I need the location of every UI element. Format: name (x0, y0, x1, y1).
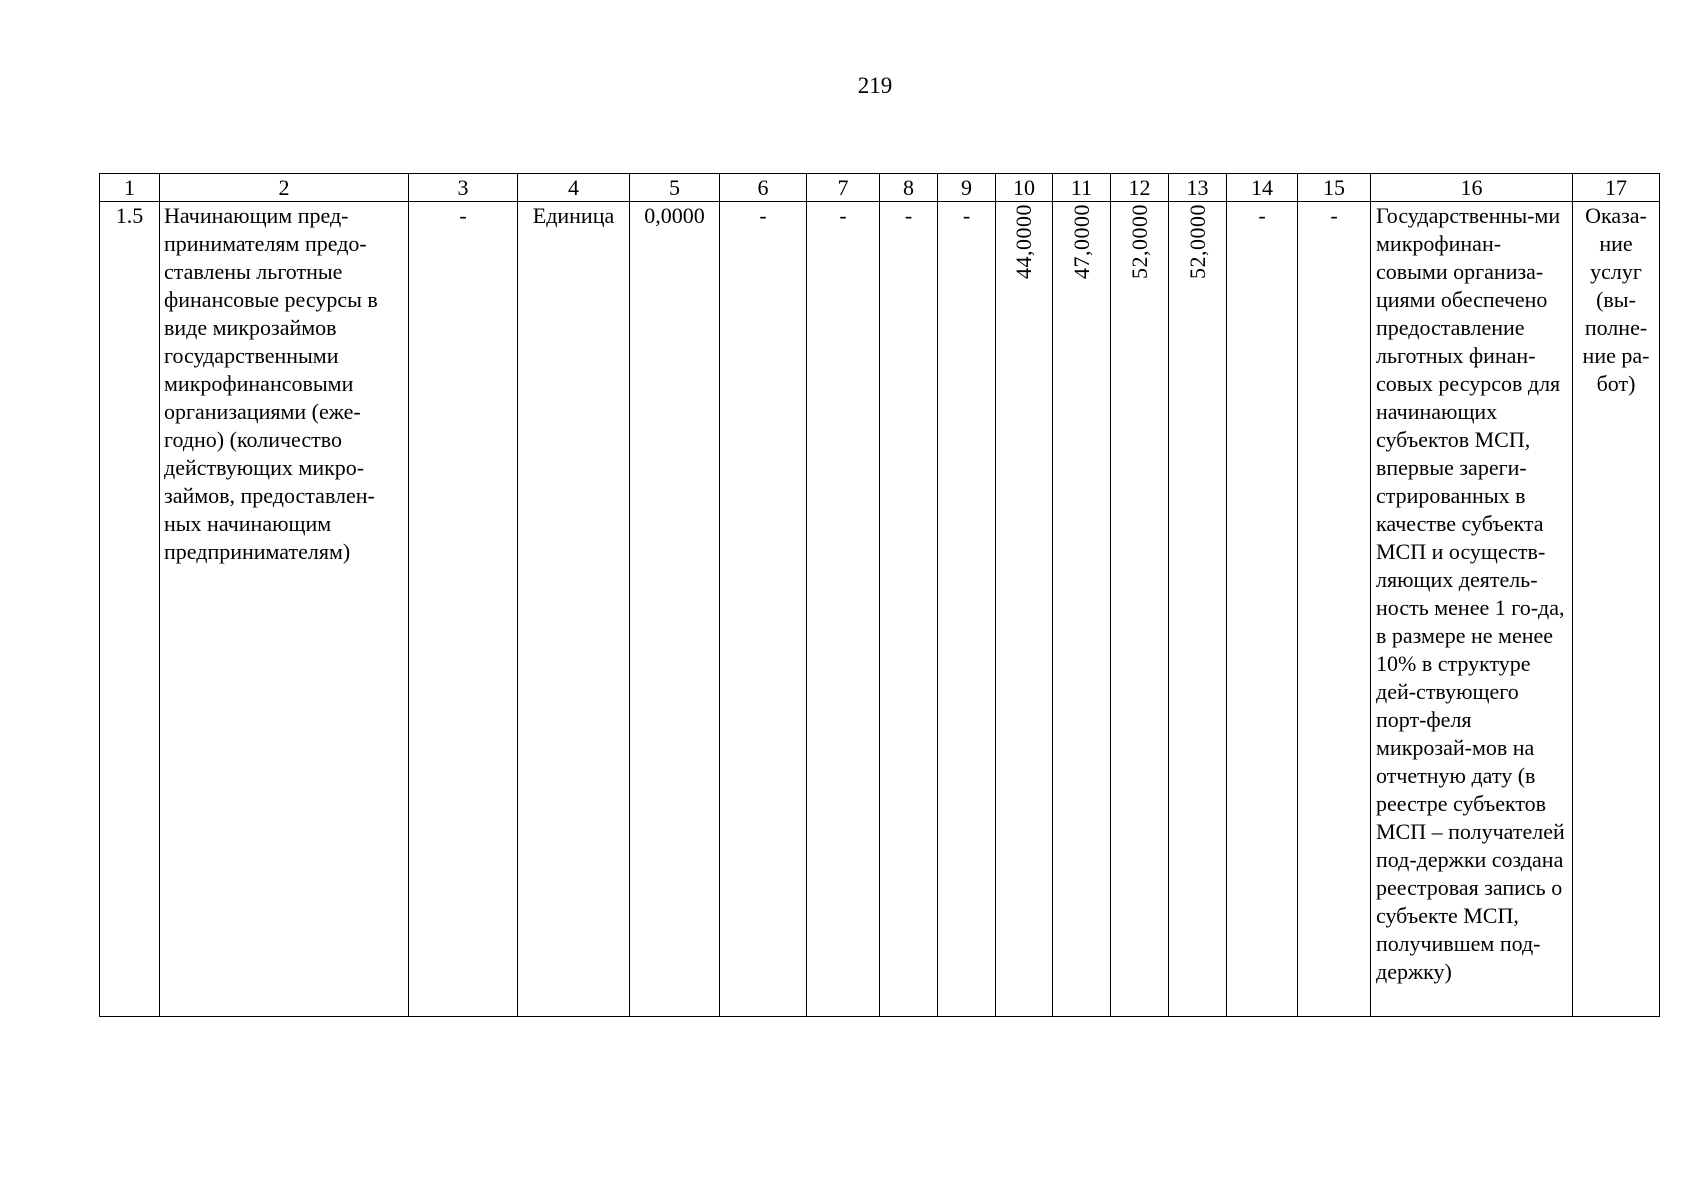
column-header: 2 (160, 174, 409, 202)
column-header: 6 (720, 174, 807, 202)
table-row (100, 202, 1660, 1017)
column-header: 12 (1111, 174, 1169, 202)
result-type-cell: Оказа-ние услуг (вы-полне-ние ра-бот) (1573, 202, 1660, 1017)
column-header: 11 (1053, 174, 1111, 202)
vertical-value: 52,0000 (1184, 204, 1210, 279)
column-header: 10 (996, 174, 1053, 202)
result-description-cell: Государственны-ми микрофинан-совыми организа-циями обеспечено предоставление льготных финан-совых ресурсов для начинающих субъектов МСП, впервые зареги-стрированных в качестве субъекта МСП и осуществ-ляющих деятель-ность менее 1 го-да, в размере не менее 10% в структуре дей-ствующего порт-феля микрозай-мов на отчетную дату (в реестре субъектов МСП – получателей под-держки создана реестровая запись о субъекте МСП, получившем под-держку) (1371, 202, 1573, 1017)
column-header: 7 (807, 174, 880, 202)
cell-col-6: - (720, 202, 807, 1017)
cell-col-8: - (880, 202, 938, 1017)
cell-col-10 (996, 202, 1053, 1017)
cell-col-12 (1111, 202, 1169, 1017)
cell-col-3: - (409, 202, 518, 1017)
column-header: 14 (1227, 174, 1298, 202)
column-header: 4 (518, 174, 630, 202)
column-header: 8 (880, 174, 938, 202)
row-number-cell: 1.5 (100, 202, 160, 1017)
cell-col-11 (1053, 202, 1111, 1017)
cell-col-14: - (1227, 202, 1298, 1017)
page-number: 219 (857, 73, 893, 98)
vertical-value: 52,0000 (1126, 204, 1152, 279)
vertical-value: 47,0000 (1068, 204, 1094, 279)
cell-col-13 (1169, 202, 1227, 1017)
column-header: 5 (630, 174, 720, 202)
vertical-value: 44,0000 (1011, 204, 1036, 279)
column-header: 1 (100, 174, 160, 202)
column-header: 9 (938, 174, 996, 202)
column-header: 16 (1371, 174, 1573, 202)
column-header: 17 (1573, 174, 1660, 202)
column-header: 3 (409, 174, 518, 202)
column-header: 15 (1298, 174, 1371, 202)
base-value-cell: 0,0000 (630, 202, 720, 1017)
column-number-row (100, 174, 1660, 202)
indicator-name-cell: Начинающим пред-принимателям предо-ставлены льготные финансовые ресурсы в виде микрозаймов государственными микрофинансовыми организациями (еже-годно) (количество действующих микро-займов, предоставлен-ных начинающим предпринимателям) (160, 202, 409, 1017)
column-header: 13 (1169, 174, 1227, 202)
cell-col-15: - (1298, 202, 1371, 1017)
unit-cell: Единица (518, 202, 630, 1017)
cell-col-9: - (938, 202, 996, 1017)
cell-col-7: - (807, 202, 880, 1017)
indicators-table (99, 173, 1660, 1017)
